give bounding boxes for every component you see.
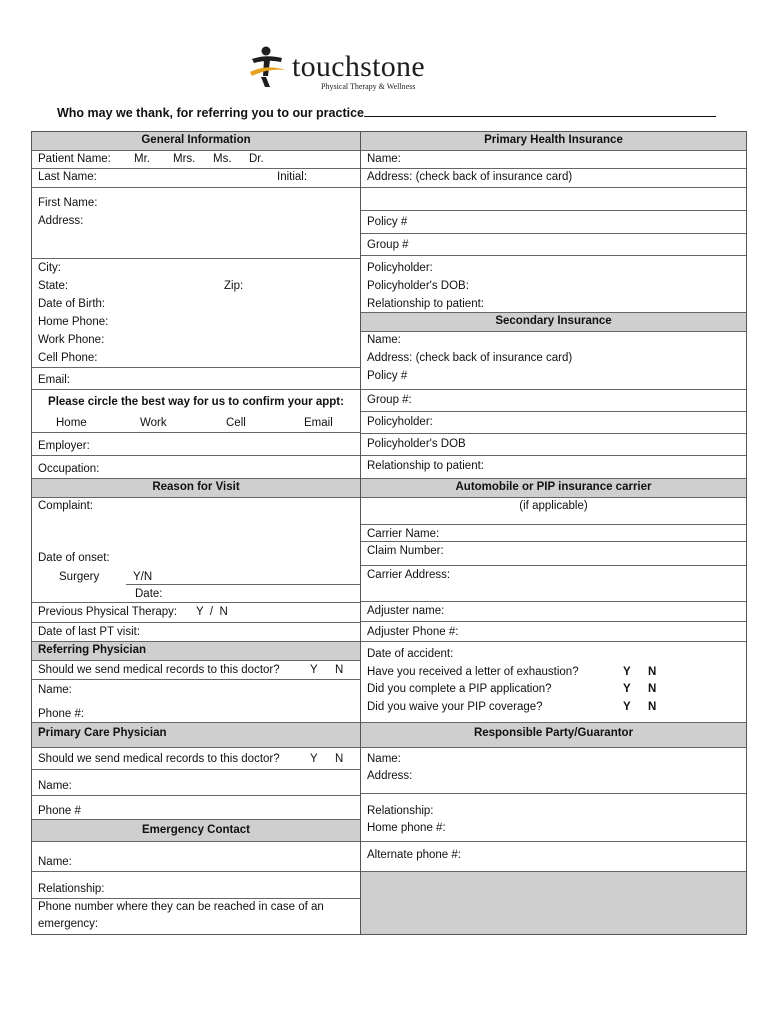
secondary-name-field[interactable]: Name: <box>367 334 401 346</box>
referring-name-field[interactable]: Name: <box>38 684 72 696</box>
confirm-options <box>32 411 360 433</box>
primary-insurance-header: Primary Health Insurance <box>361 132 746 151</box>
emergency-contact-header: Emergency Contact <box>32 820 360 842</box>
confirm-option-work[interactable]: Work <box>140 417 167 429</box>
occupation-field[interactable]: Occupation: <box>32 457 360 479</box>
pcp-phone-field[interactable]: Phone # <box>32 796 360 820</box>
intake-form <box>31 131 747 935</box>
secondary-insurance-header: Secondary Insurance <box>361 313 746 332</box>
claim-number-field[interactable]: Claim Number: <box>361 542 746 566</box>
first-name-field[interactable]: First Name: <box>38 197 98 209</box>
secondary-relationship-field[interactable]: Relationship to patient: <box>361 456 746 479</box>
work-phone-field[interactable]: Work Phone: <box>38 334 105 346</box>
secondary-policyholder-dob-field[interactable]: Policyholder's DOB <box>361 434 746 456</box>
referring-phone-field[interactable]: Phone #: <box>32 699 360 723</box>
responsible-name-field[interactable]: Name: <box>367 753 401 765</box>
pip-application-no[interactable]: N <box>648 683 657 695</box>
previous-pt-yn[interactable]: Y / N <box>196 606 228 618</box>
exhaustion-question[interactable] <box>361 663 746 681</box>
onset-field[interactable]: Date of onset: <box>38 552 110 564</box>
last-name-label: Last Name: <box>38 171 97 183</box>
pcp-send-label: Should we send medical records to this doctor? <box>38 753 280 765</box>
title-mr[interactable]: Mr. <box>134 153 150 165</box>
surgery-underline <box>126 584 360 585</box>
address-field[interactable]: Address: <box>32 213 360 259</box>
patient-name-field[interactable] <box>32 151 360 169</box>
city-field[interactable]: City: <box>38 262 61 274</box>
waive-pip-no[interactable]: N <box>648 701 657 713</box>
emergency-phone-field[interactable]: Phone number where they can be reached in case of an <box>38 901 324 913</box>
pcp-send-no[interactable]: N <box>335 753 344 765</box>
primary-policy-field[interactable]: Policy # <box>361 211 746 234</box>
dob-field[interactable]: Date of Birth: <box>38 298 106 310</box>
primary-care-physician-header: Primary Care Physician <box>32 723 360 748</box>
referring-physician-header: Referring Physician <box>32 642 360 661</box>
referral-label: Who may we thank, for referring you to our practice <box>57 106 364 120</box>
pcp-send-records[interactable] <box>32 748 360 770</box>
secondary-group-field[interactable]: Group #: <box>361 390 746 412</box>
surgery-date-label: Date: <box>135 588 163 600</box>
patient-name-label: Patient Name: <box>38 153 111 165</box>
title-mrs[interactable]: Mrs. <box>173 153 196 165</box>
secondary-policyholder-field[interactable]: Policyholder: <box>361 412 746 434</box>
referral-question <box>57 104 716 120</box>
referral-input[interactable] <box>364 104 716 117</box>
responsible-relationship-field[interactable]: Relationship: <box>367 805 434 817</box>
brand-tagline: Physical Therapy & Wellness <box>321 82 416 91</box>
title-ms[interactable]: Ms. <box>213 153 232 165</box>
initial-label: Initial: <box>277 171 308 183</box>
referring-send-no[interactable]: N <box>335 664 344 676</box>
touchstone-figure-icon <box>246 44 292 90</box>
emergency-name-field[interactable]: Name: <box>32 842 360 872</box>
accident-date-field[interactable]: Date of accident: <box>367 648 454 660</box>
secondary-policy-field[interactable]: Policy # <box>361 368 746 390</box>
primary-group-field[interactable]: Group # <box>361 234 746 256</box>
state-field[interactable] <box>32 278 360 296</box>
surgery-date-field[interactable] <box>32 586 360 603</box>
employer-field[interactable]: Employer: <box>32 434 360 456</box>
primary-relationship-field[interactable]: Relationship to patient: <box>361 296 746 313</box>
adjuster-phone-field[interactable]: Adjuster Phone #: <box>361 622 746 642</box>
state-label: State: <box>38 280 69 292</box>
primary-insurance-name-field[interactable]: Name: <box>361 151 746 169</box>
carrier-address-field[interactable]: Carrier Address: <box>361 566 746 602</box>
exhaustion-yes[interactable]: Y <box>623 666 631 678</box>
pip-application-label: Did you complete a PIP application? <box>367 683 552 695</box>
waive-pip-question[interactable] <box>361 699 746 723</box>
carrier-name-field[interactable]: Carrier Name: <box>361 524 746 542</box>
pip-application-question[interactable] <box>361 681 746 699</box>
emergency-phone-field-cont: emergency: <box>38 918 99 930</box>
previous-pt-field[interactable] <box>32 603 360 623</box>
confirm-option-home[interactable]: Home <box>56 417 87 429</box>
surgery-yn[interactable]: Y/N <box>133 571 153 583</box>
brand-logo <box>246 44 466 96</box>
surgery-label: Surgery <box>59 571 100 583</box>
confirm-option-cell[interactable]: Cell <box>226 417 246 429</box>
referring-send-yes[interactable]: Y <box>310 664 318 676</box>
left-column <box>32 132 361 934</box>
exhaustion-label: Have you received a letter of exhaustion? <box>367 666 579 678</box>
email-field[interactable]: Email: <box>32 368 360 390</box>
shaded-blank-area <box>361 872 746 934</box>
referring-send-label: Should we send medical records to this doctor? <box>38 664 280 676</box>
confirm-option-email[interactable]: Email <box>304 417 333 429</box>
responsible-alt-phone-field[interactable]: Alternate phone #: <box>361 842 746 872</box>
previous-pt-label: Previous Physical Therapy: <box>38 606 178 618</box>
emergency-relationship-field[interactable]: Relationship: <box>32 872 360 899</box>
auto-pip-header: Automobile or PIP insurance carrier <box>361 479 746 498</box>
primary-policyholder-dob-field[interactable]: Policyholder's DOB: <box>367 280 469 292</box>
responsible-party-header: Responsible Party/Guarantor <box>361 723 746 748</box>
secondary-address-field[interactable]: Address: (check back of insurance card) <box>367 352 573 364</box>
primary-address-continuation[interactable] <box>361 188 746 211</box>
right-column <box>361 132 746 934</box>
last-pt-visit-field[interactable]: Date of last PT visit: <box>32 623 360 642</box>
title-dr[interactable]: Dr. <box>249 153 264 165</box>
exhaustion-no[interactable]: N <box>648 666 657 678</box>
responsible-address-field[interactable]: Address: <box>361 768 746 794</box>
last-name-field[interactable] <box>32 169 360 188</box>
confirm-appt-prompt: Please circle the best way for us to confirm your appt: <box>48 396 344 408</box>
primary-insurance-address-field[interactable]: Address: (check back of insurance card) <box>361 169 746 188</box>
waive-pip-yes[interactable]: Y <box>623 701 631 713</box>
brand-name: touchstone <box>292 50 425 83</box>
pip-application-yes[interactable]: Y <box>623 683 631 695</box>
general-information-header: General Information <box>32 132 360 151</box>
waive-pip-label: Did you waive your PIP coverage? <box>367 701 543 713</box>
responsible-home-phone-field[interactable]: Home phone #: <box>361 820 746 842</box>
adjuster-name-field[interactable]: Adjuster name: <box>361 602 746 622</box>
reason-for-visit-header: Reason for Visit <box>32 479 360 498</box>
complaint-field[interactable]: Complaint: <box>38 500 93 512</box>
home-phone-field[interactable]: Home Phone: <box>38 316 109 328</box>
cell-phone-field[interactable]: Cell Phone: <box>32 350 360 368</box>
auto-pip-subheader: (if applicable) <box>519 500 588 512</box>
primary-policyholder-field[interactable]: Policyholder: <box>367 262 433 274</box>
pcp-name-field[interactable]: Name: <box>32 770 360 796</box>
pcp-send-yes[interactable]: Y <box>310 753 318 765</box>
referring-send-records[interactable] <box>32 661 360 680</box>
zip-label: Zip: <box>224 280 244 292</box>
